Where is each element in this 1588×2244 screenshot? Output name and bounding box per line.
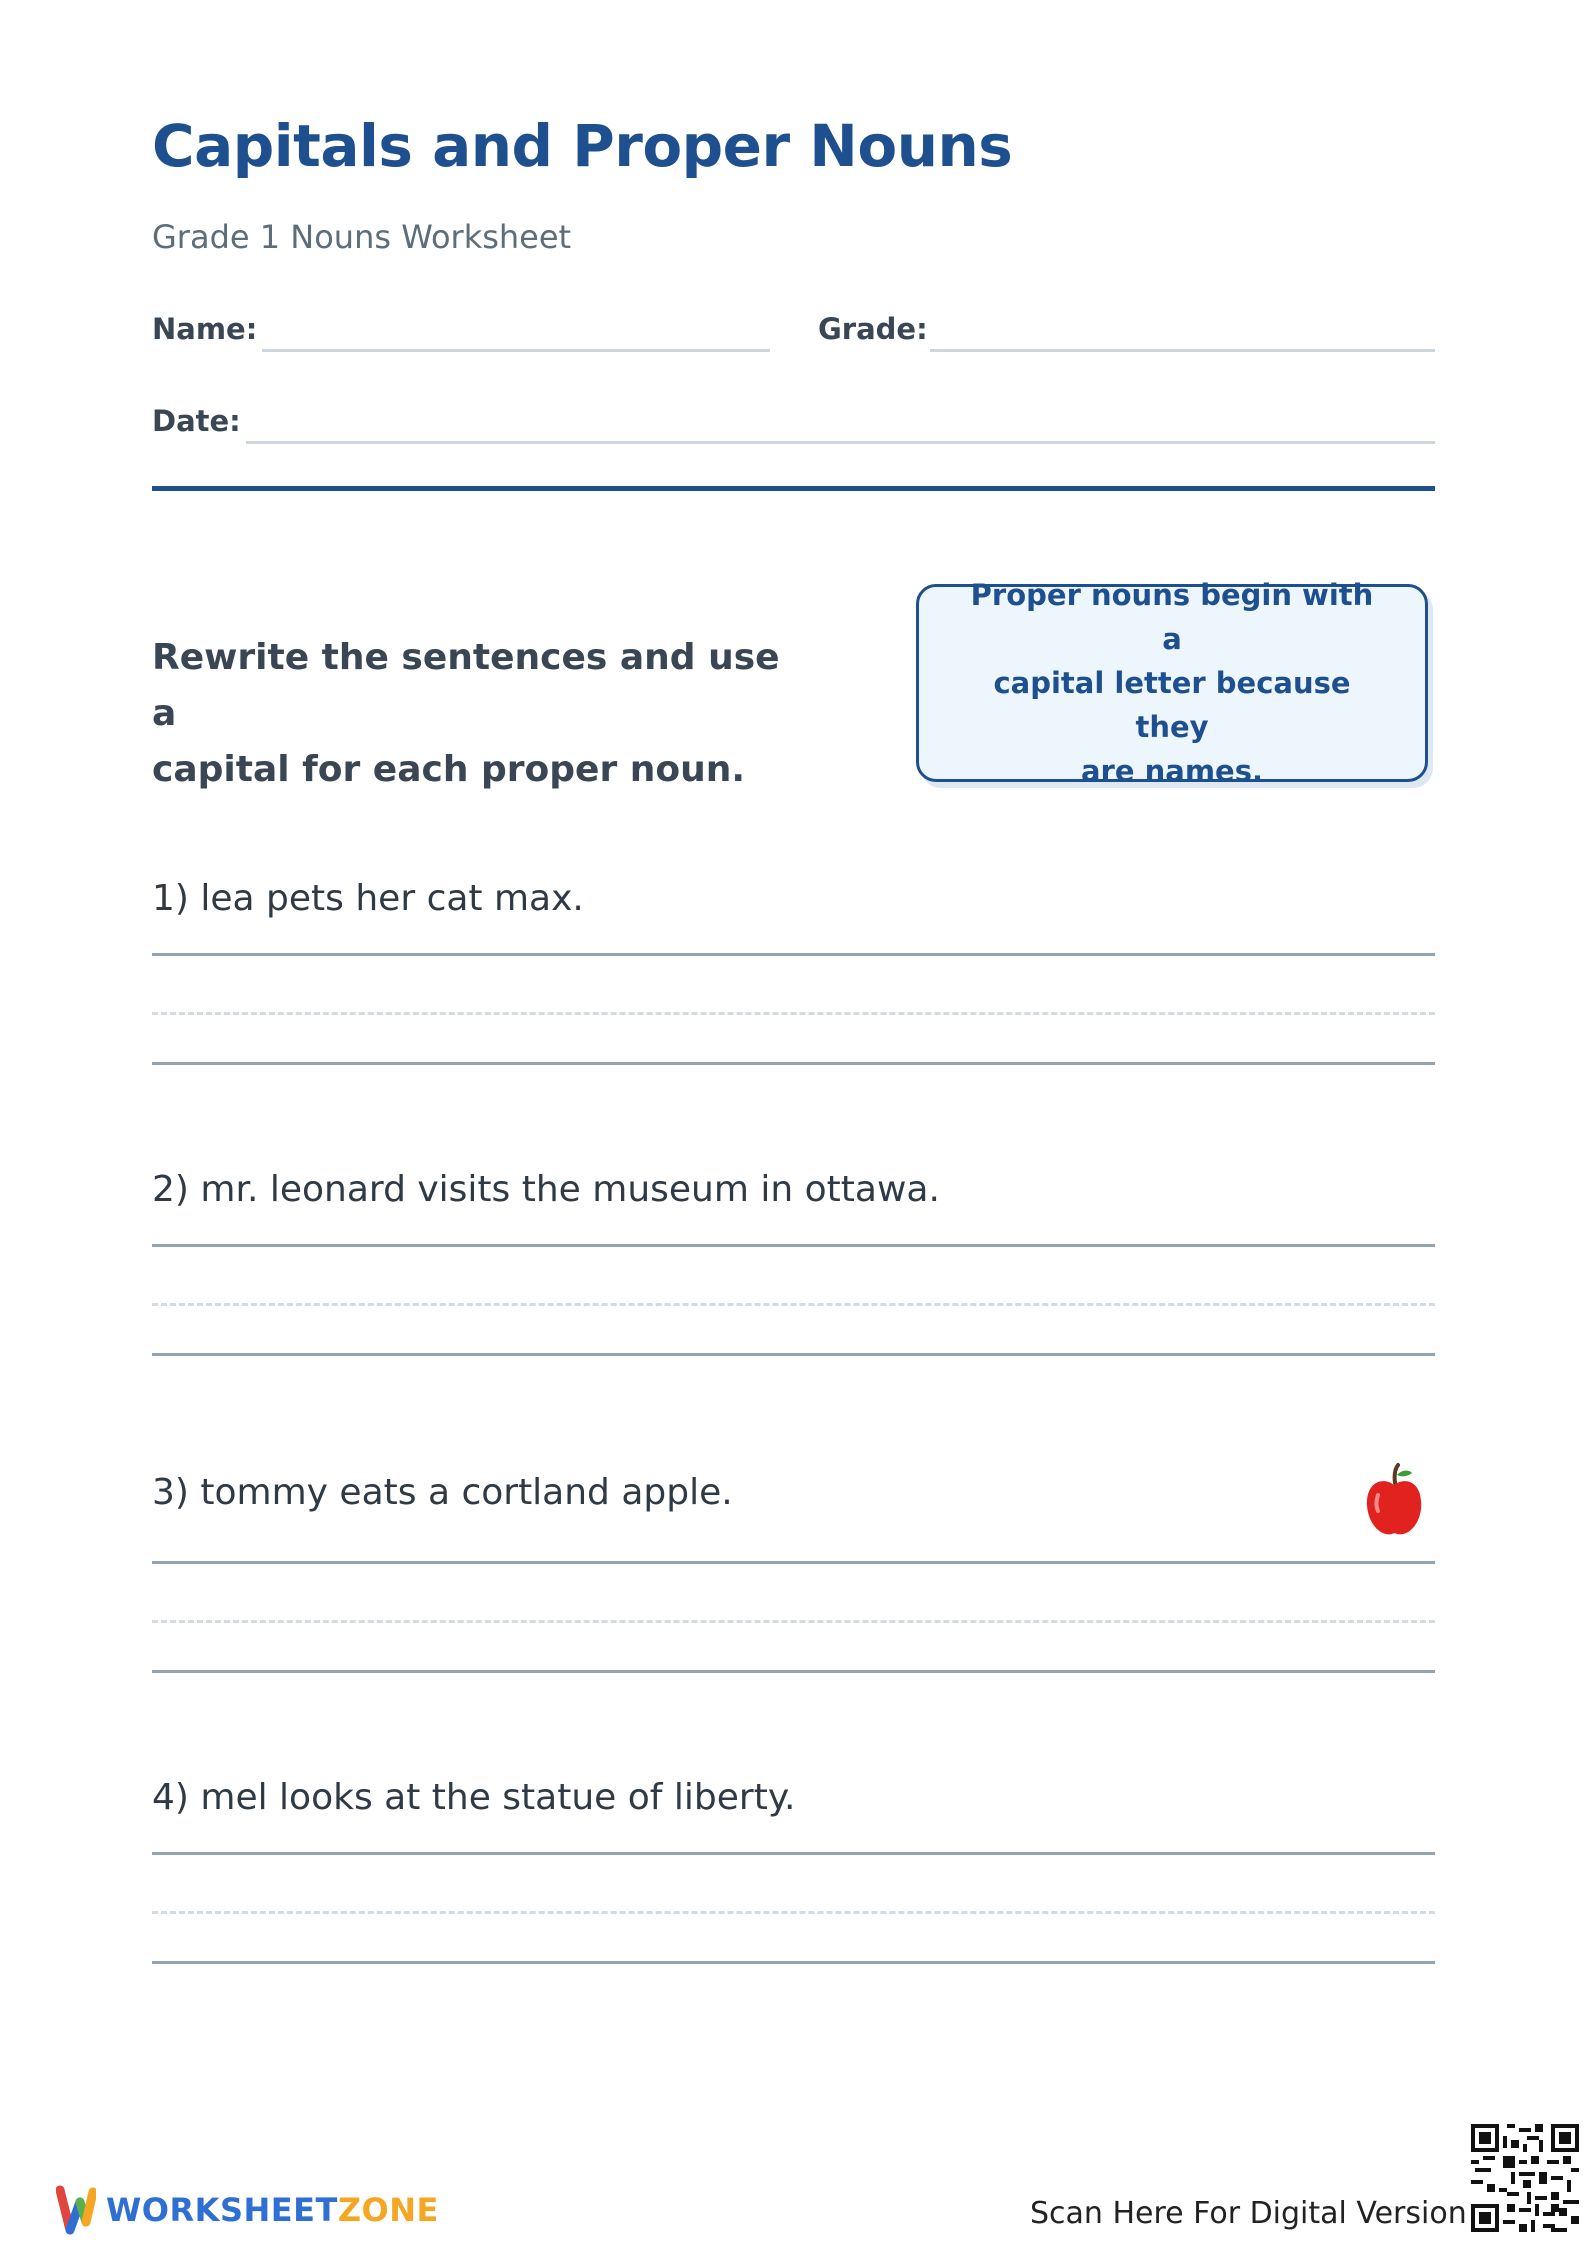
date-label: Date: [152,404,241,438]
writing-line-base[interactable] [152,1961,1435,1964]
logo-text-part: ZONE [337,2191,439,2229]
writing-line-top[interactable] [152,1852,1435,1855]
writing-line-top[interactable] [152,1244,1435,1247]
instructions [152,630,792,798]
question-4: 4) mel looks at the statue of liberty. [152,1777,796,1818]
tip-text [959,573,1385,793]
header-divider [152,486,1435,491]
writing-line-guide [152,1911,1435,1914]
tip-line: are names. [1080,754,1263,788]
writing-line-top[interactable] [152,953,1435,956]
scan-label: Scan Here For Digital Version [1030,2196,1467,2231]
instruction-line: capital for each proper noun. [152,749,746,790]
writing-line-guide [152,1620,1435,1623]
page-subtitle: Grade 1 Nouns Worksheet [152,218,572,256]
writing-line-guide [152,1012,1435,1015]
worksheetzone-logo-icon [56,2182,96,2238]
tip-line: capital letter because they [993,666,1351,744]
writing-line-guide [152,1303,1435,1306]
tip-box [916,578,1428,788]
apple-icon [1364,1461,1424,1539]
worksheetzone-logo[interactable] [56,2180,439,2240]
writing-line-base[interactable] [152,1353,1435,1356]
logo-text-part: WORKSHEET [106,2191,338,2229]
logo-text [106,2191,439,2229]
name-label: Name: [152,312,258,346]
grade-field[interactable] [930,349,1435,352]
question-2: 2) mr. leonard visits the museum in ottawa. [152,1169,940,1210]
writing-line-base[interactable] [152,1670,1435,1673]
qr-code[interactable] [1471,2124,1579,2232]
date-field[interactable] [246,441,1435,444]
page-title: Capitals and Proper Nouns [152,112,1013,180]
question-1: 1) lea pets her cat max. [152,878,584,919]
name-field[interactable] [262,349,770,352]
grade-label: Grade: [818,312,928,346]
writing-line-base[interactable] [152,1062,1435,1065]
question-3: 3) tommy eats a cortland apple. [152,1472,733,1513]
writing-line-top[interactable] [152,1561,1435,1564]
tip-line: Proper nouns begin with a [970,578,1374,656]
instruction-line: Rewrite the sentences and use a [152,637,780,734]
